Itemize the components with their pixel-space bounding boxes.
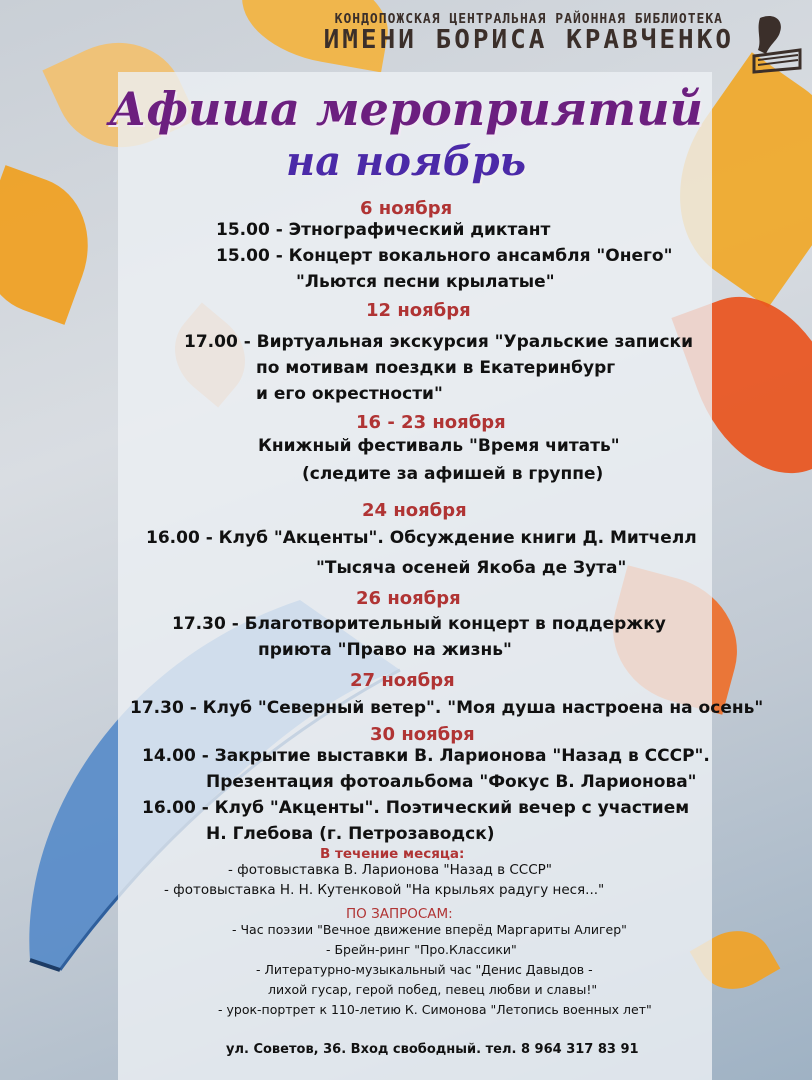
event-line: 15.00 - Концерт вокального ансамбля "Онего" — [216, 246, 673, 266]
request-item: - Брейн-ринг "Про.Классики" — [326, 942, 517, 957]
leaf-decoration — [0, 165, 109, 325]
event-line: 16.00 - Клуб "Акценты". Обсуждение книги Д. Митчелл — [146, 528, 697, 548]
event-date: 27 ноября — [350, 670, 455, 691]
request-item: - Час поэзии "Вечное движение вперёд Маргариты Алигер" — [232, 922, 627, 937]
library-name-line2: ИМЕНИ БОРИСА КРАВЧЕНКО — [323, 25, 734, 55]
event-date: 16 - 23 ноября — [356, 412, 506, 433]
event-date: 6 ноября — [360, 198, 453, 219]
event-line: 17.30 - Благотворительный концерт в поддержку — [172, 614, 666, 634]
library-name — [324, 12, 734, 55]
event-line: по мотивам поездки в Екатеринбург — [256, 358, 616, 378]
month-item: - фотовыставка Н. Н. Кутенковой "На крыльях радугу неся..." — [164, 882, 605, 898]
event-date: 24 ноября — [362, 500, 467, 521]
event-line: "Льются песни крылатые" — [296, 272, 555, 292]
footer-address: ул. Советов, 36. Вход свободный. тел. 8 964 317 83 91 — [226, 1042, 639, 1057]
event-line: Книжный фестиваль "Время читать" — [258, 436, 620, 456]
poster-title-line1: Афиша мероприятий — [109, 82, 703, 136]
library-name-line1: КОНДОПОЖСКАЯ ЦЕНТРАЛЬНАЯ РАЙОННАЯ БИБЛИОТЕКА — [334, 12, 723, 27]
month-heading: В течение месяца: — [320, 846, 465, 862]
event-date: 12 ноября — [366, 300, 471, 321]
request-item: лихой гусар, герой побед, певец любви и славы!" — [268, 982, 598, 997]
event-line: "Тысяча осеней Якоба де Зута" — [316, 558, 627, 578]
event-line: 15.00 - Этнографический диктант — [216, 220, 551, 240]
event-line: 14.00 - Закрытие выставки В. Ларионова "Назад в СССР". — [142, 746, 710, 766]
event-line: (следите за афишей в группе) — [302, 464, 604, 484]
requests-heading: ПО ЗАПРОСАМ: — [346, 906, 453, 922]
book-portrait-logo-icon — [740, 10, 804, 74]
event-line: и его окрестности" — [256, 384, 443, 404]
event-line: Презентация фотоальбома "Фокус В. Ларионова" — [206, 772, 697, 792]
event-line: Н. Глебова (г. Петрозаводск) — [206, 824, 495, 844]
event-line: 17.00 - Виртуальная экскурсия "Уральские записки — [184, 332, 693, 352]
request-item: - Литературно-музыкальный час "Денис Давыдов - — [256, 962, 593, 977]
month-item: - фотовыставка В. Ларионова "Назад в СССР" — [228, 862, 552, 878]
poster-title-line2: на ноябрь — [286, 138, 526, 185]
event-date: 30 ноября — [370, 724, 475, 745]
event-line: приюта "Право на жизнь" — [258, 640, 512, 660]
event-line: 17.30 - Клуб "Северный ветер". "Моя душа настроена на осень" — [130, 698, 764, 718]
request-item: - урок-портрет к 110-летию К. Симонова "Летопись военных лет" — [218, 1002, 652, 1017]
event-date: 26 ноября — [356, 588, 461, 609]
event-line: 16.00 - Клуб "Акценты". Поэтический вечер с участием — [142, 798, 690, 818]
